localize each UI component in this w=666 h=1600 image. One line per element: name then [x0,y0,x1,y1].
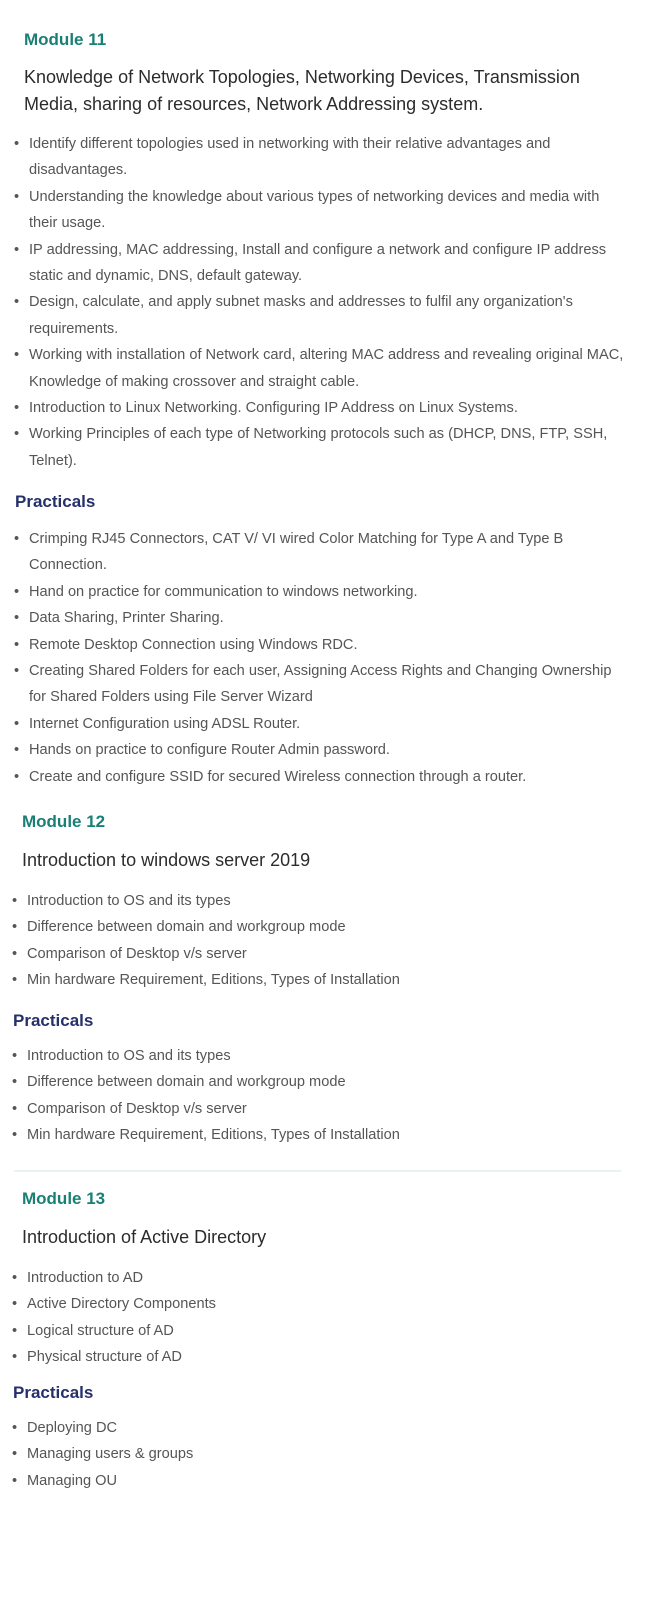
list-item: • Understanding the knowledge about various types of networking devices and media with their usage. [14,184,629,237]
module-12-title: Introduction to windows server 2019 [22,850,311,870]
list-item: • Deploying DC [12,1415,612,1441]
section-divider [14,1170,621,1172]
list-item: • IP addressing, MAC addressing, Install and configure a network and configure IP address static and dynamic, DNS, default gateway. [14,237,629,290]
module-13-practicals-list [12,1415,612,1494]
list-item: • Working with installation of Network card, altering MAC address and revealing original MAC, Knowledge of making crossover and straight cable. [14,342,629,395]
module-11-topics-list [14,131,629,474]
list-item: • Create and configure SSID for secured Wireless connection through a router. [14,764,614,790]
list-item: • Crimping RJ45 Connectors, CAT V/ VI wired Color Matching for Type A and Type B Connection. [14,526,614,579]
list-item: • Creating Shared Folders for each user, Assigning Access Rights and Changing Ownership for Shared Folders using File Server Wizard [14,658,614,711]
list-item: • Introduction to AD [12,1265,612,1291]
list-item: • Min hardware Requirement, Editions, Types of Installation [12,1122,612,1148]
list-item: • Internet Configuration using ADSL Router. [14,711,614,737]
module-13-topics-list [12,1265,612,1371]
list-item: • Introduction to Linux Networking. Configuring IP Address on Linux Systems. [14,395,629,421]
list-item: • Difference between domain and workgroup mode [12,914,612,940]
list-item: • Identify different topologies used in networking with their relative advantages and disadvantages. [14,131,629,184]
list-item: • Min hardware Requirement, Editions, Types of Installation [12,967,612,993]
list-item: • Difference between domain and workgroup mode [12,1069,612,1095]
module-11-practicals-list [14,526,614,790]
list-item: • Comparison of Desktop v/s server [12,1096,612,1122]
list-item: • Managing users & groups [12,1441,612,1467]
module-11-practicals-label: Practicals [15,492,96,511]
list-item: • Data Sharing, Printer Sharing. [14,605,614,631]
module-12-practicals-list [12,1043,612,1149]
list-item: • Managing OU [12,1468,612,1494]
list-item: • Remote Desktop Connection using Windows RDC. [14,632,614,658]
module-11-title: Knowledge of Network Topologies, Networking Devices, Transmission Media, sharing of resources, Network Addressing system. [24,67,580,114]
module-13-practicals-label: Practicals [13,1383,94,1402]
list-item: • Physical structure of AD [12,1344,612,1370]
list-item: • Introduction to OS and its types [12,1043,612,1069]
list-item: • Logical structure of AD [12,1318,612,1344]
list-item: • Hand on practice for communication to windows networking. [14,579,614,605]
module-12-practicals-label: Practicals [13,1011,94,1030]
list-item: • Comparison of Desktop v/s server [12,941,612,967]
module-12-topics-list [12,888,612,994]
module-11-label: Module 11 [24,30,107,49]
list-item: • Working Principles of each type of Networking protocols such as (DHCP, DNS, FTP, SSH, Telnet). [14,421,629,474]
module-13-title: Introduction of Active Directory [22,1227,267,1247]
list-item: • Hands on practice to configure Router Admin password. [14,737,614,763]
module-13-label: Module 13 [22,1189,106,1208]
list-item: • Introduction to OS and its types [12,888,612,914]
list-item: • Active Directory Components [12,1291,612,1317]
list-item: • Design, calculate, and apply subnet masks and addresses to fulfil any organization's requirements. [14,289,629,342]
module-12-label: Module 12 [22,812,106,831]
